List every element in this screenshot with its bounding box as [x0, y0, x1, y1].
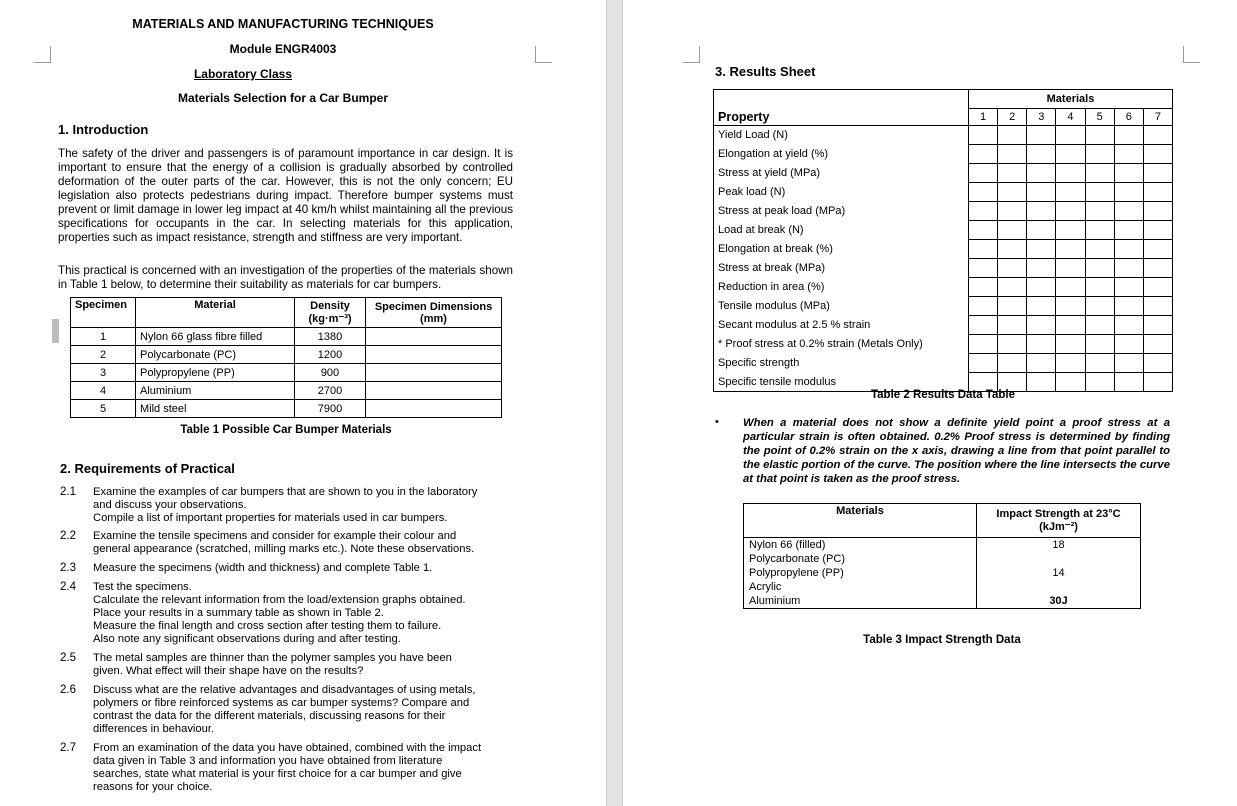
requirement-number: 2.7: [60, 742, 76, 754]
requirement-line: Measure the specimens (width and thickness) and complete Table 1.: [93, 562, 433, 574]
table-row: [71, 400, 502, 418]
property-label: Tensile modulus (MPa): [714, 297, 969, 316]
table-3-impact: [743, 503, 1141, 609]
table-row: [744, 566, 1141, 580]
table-2-caption: Table 2 Results Data Table: [870, 389, 1015, 401]
requirement-line: Discuss what are the relative advantages and disadvantages of using metals, polymers or fibre reinforced systems as car bumper systems? Compare and contrast the data for the different materials, discussing reasons for their differences in behaviour.: [93, 684, 476, 735]
table-row: [714, 164, 1173, 183]
requirement-line: Also note any significant observations during and after testing.: [93, 633, 401, 645]
column-header: 1: [969, 109, 998, 126]
property-label: Secant modulus at 2.5 % strain: [714, 316, 969, 335]
requirement-line: From an examination of the data you have obtained, combined with the impact data given in Table 3 and information you have obtained from literature searches, state what material is your first choice for a car bumper and give reasons for your choice.: [93, 742, 482, 793]
table-row: [714, 126, 1173, 145]
table-row: [71, 364, 502, 382]
table-row: [71, 346, 502, 364]
material-cell: Polypropylene (PP): [136, 364, 295, 382]
property-label: Elongation at yield (%): [714, 145, 969, 164]
material-cell: Polycarbonate (PC): [744, 552, 977, 566]
density-cell: 1200: [295, 346, 366, 364]
crop-mark: [1183, 46, 1200, 63]
section-heading-introduction: 1. Introduction: [58, 122, 149, 137]
table-row: [71, 382, 502, 400]
table-row: [714, 297, 1173, 316]
dimensions-cell[interactable]: [366, 382, 502, 400]
specimen-cell: 2: [71, 346, 136, 364]
property-label: Stress at break (MPa): [714, 259, 969, 278]
requirement-line: The metal samples are thinner than the polymer samples you have been given. What effect will their shape have on the results?: [93, 652, 452, 677]
density-cell: 900: [295, 364, 366, 382]
column-header: 4: [1056, 109, 1085, 126]
class-type: Laboratory Class: [193, 67, 293, 81]
requirement-number: 2.1: [60, 486, 76, 498]
document-page-left: [0, 0, 606, 806]
property-label: Elongation at break (%): [714, 240, 969, 259]
column-header: 5: [1085, 109, 1114, 126]
density-cell: 2700: [295, 382, 366, 400]
impact-value: [977, 552, 1141, 566]
section-heading-results: 3. Results Sheet: [715, 64, 816, 79]
material-cell: Aluminium: [136, 382, 295, 400]
table-row: [714, 335, 1173, 354]
table-header: Impact Strength at 23°C (kJm⁻²): [977, 504, 1141, 538]
density-cell: 7900: [295, 400, 366, 418]
requirement-line: Examine the tensile specimens and consider for example their colour and general appearance (scratched, milling marks etc.). Note these observations.: [93, 530, 475, 555]
requirement-text: [93, 486, 493, 525]
crop-mark: [683, 46, 700, 63]
requirement-line: Calculate the relevant information from the load/extension graphs obtained.: [93, 594, 466, 606]
table-header: Material: [136, 298, 295, 328]
proof-stress-note: When a material does not show a definite yield point a proof stress at a particular strain is often obtained. 0.2% Proof stress is determined by finding the point of 0.2% strain on the x axis, drawing a line from that point parallel to the elastic portion of the curve. The position where the line intersects the curve at that point is taken as the proof stress.: [743, 417, 1170, 485]
specimen-cell: 3: [71, 364, 136, 382]
module-code: Module ENGR4003: [229, 42, 337, 56]
requirement-number: 2.3: [60, 562, 76, 574]
property-label: Specific tensile modulus: [714, 373, 969, 392]
column-header: 6: [1114, 109, 1143, 126]
intro-paragraph-1: The safety of the driver and passengers is of paramount importance in car design. It is important to ensure that the energy of a collision is gradually absorbed by controlled deformation of the outer parts of the car. However, this is not the only concern; EU legislation also protects pedestrians during impact. Therefore bumper systems must prevent or limit damage in lower leg impact at 40 km/h whilst maintaining all the previous specifications for occupants in the car. In selecting materials for this application, properties such as impact resistance, strength and stiffness are very important.: [58, 147, 513, 244]
property-label: * Proof stress at 0.2% strain (Metals Only): [714, 335, 969, 354]
requirement-number: 2.5: [60, 652, 76, 664]
table-row: [744, 580, 1141, 594]
requirement-text: [93, 684, 488, 736]
impact-value: 14: [977, 566, 1141, 580]
requirement-line: Test the specimens.: [93, 581, 192, 593]
requirement-text: [93, 530, 493, 556]
table-row: [71, 328, 502, 346]
dimensions-cell[interactable]: [366, 346, 502, 364]
material-cell: Aluminium: [744, 594, 977, 609]
table-header: Specimen Dimensions (mm): [366, 298, 502, 328]
property-label: Stress at peak load (MPa): [714, 202, 969, 221]
table-row: [744, 594, 1141, 609]
table-row: [714, 145, 1173, 164]
property-label: Specific strength: [714, 354, 969, 373]
specimen-cell: 1: [71, 328, 136, 346]
document-title: Materials Selection for a Car Bumper: [177, 91, 389, 105]
section-heading-requirements: 2. Requirements of Practical: [60, 461, 235, 476]
table-1-caption: Table 1 Possible Car Bumper Materials: [180, 424, 392, 436]
page-gutter: [606, 0, 623, 806]
material-cell: Nylon 66 (filled): [744, 538, 977, 553]
note-bullet: •: [715, 416, 719, 428]
table-row: [744, 538, 1141, 553]
property-label: Load at break (N): [714, 221, 969, 240]
requirement-line: Examine the examples of car bumpers that are shown to you in the laboratory and discuss your observations.: [93, 486, 478, 511]
table-header: Specimen: [71, 298, 136, 328]
materials-header: Materials: [969, 90, 1173, 109]
property-label: Stress at yield (MPa): [714, 164, 969, 183]
dimensions-cell[interactable]: [366, 364, 502, 382]
requirement-line: Measure the final length and cross section after testing them to failure.: [93, 620, 442, 632]
column-header: 3: [1027, 109, 1056, 126]
property-label: Peak load (N): [714, 183, 969, 202]
requirement-number: 2.4: [60, 581, 76, 593]
specimen-cell: 4: [71, 382, 136, 400]
dimensions-cell[interactable]: [366, 400, 502, 418]
impact-value: 30J: [977, 594, 1141, 609]
table-row: [744, 552, 1141, 566]
specimen-cell: 5: [71, 400, 136, 418]
table-row: [714, 202, 1173, 221]
requirement-text: [93, 652, 473, 678]
table-3-caption: Table 3 Impact Strength Data: [863, 634, 1021, 646]
material-cell: Mild steel: [136, 400, 295, 418]
table-header: Density (kg·m⁻³): [295, 298, 366, 328]
table-row: [714, 278, 1173, 297]
requirement-text: [93, 562, 493, 575]
property-header: Property: [714, 90, 969, 126]
material-cell: Polypropylene (PP): [744, 566, 977, 580]
table-row: [714, 240, 1173, 259]
table-row: [714, 354, 1173, 373]
material-cell: Polycarbonate (PC): [136, 346, 295, 364]
table-row: [714, 183, 1173, 202]
impact-value: 18: [977, 538, 1141, 553]
course-title: MATERIALS AND MANUFACTURING TECHNIQUES: [132, 17, 434, 31]
impact-value: [977, 580, 1141, 594]
density-cell: 1380: [295, 328, 366, 346]
table-1-materials: [70, 297, 502, 418]
dimensions-cell[interactable]: [366, 328, 502, 346]
requirement-line: Place your results in a summary table as shown in Table 2.: [93, 607, 384, 619]
requirement-text: [93, 742, 488, 794]
requirement-number: 2.6: [60, 684, 76, 696]
requirement-line: Compile a list of important properties for materials used in car bumpers.: [93, 512, 448, 524]
column-header: 2: [998, 109, 1027, 126]
table-2-results: [713, 89, 1173, 392]
property-label: Yield Load (N): [714, 126, 969, 145]
material-cell: Acrylic: [744, 580, 977, 594]
property-label: Reduction in area (%): [714, 278, 969, 297]
material-cell: Nylon 66 glass fibre filled: [136, 328, 295, 346]
intro-paragraph-2: This practical is concerned with an investigation of the properties of the materials shown in Table 1 below, to determine their suitability as materials for car bumpers.: [58, 264, 513, 291]
table-row: [714, 221, 1173, 240]
change-bar: [52, 319, 59, 343]
table-header: Materials: [744, 504, 977, 538]
table-row: [714, 316, 1173, 335]
table-row: [714, 259, 1173, 278]
requirement-text: [93, 581, 493, 646]
column-header: 7: [1143, 109, 1172, 126]
requirement-number: 2.2: [60, 530, 76, 542]
